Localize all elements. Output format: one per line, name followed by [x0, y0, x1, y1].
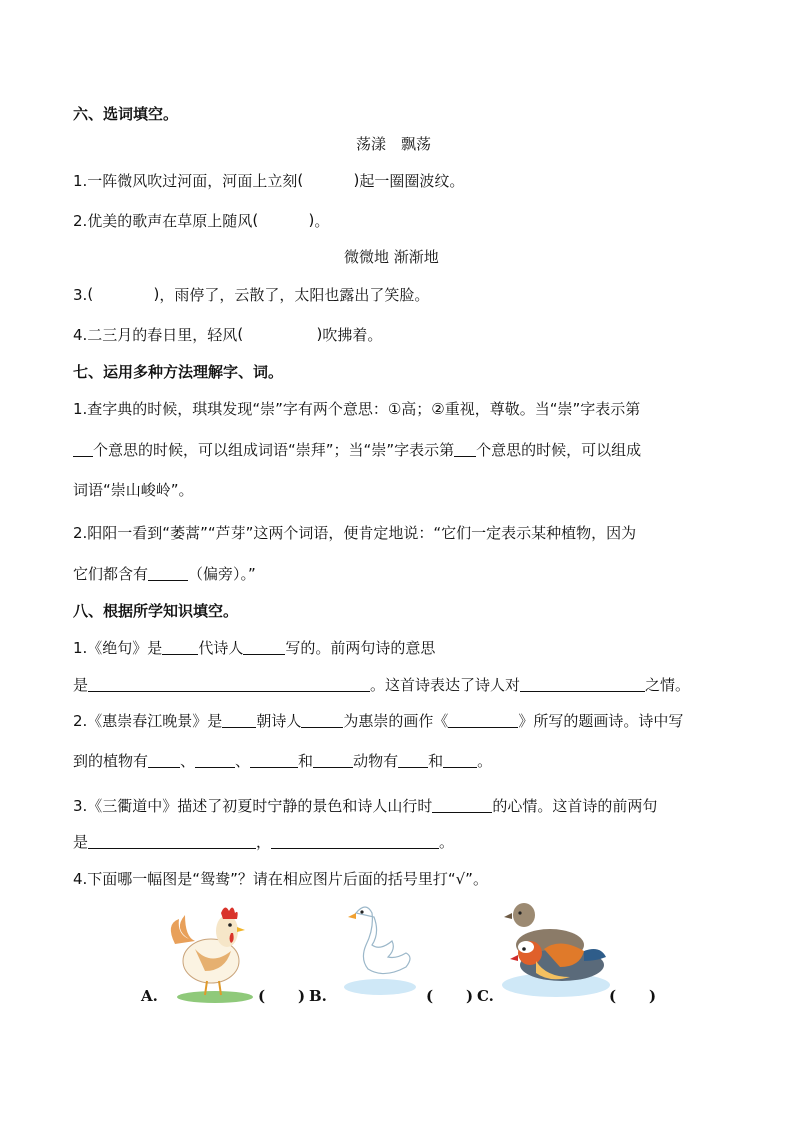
word-choice-a: 荡漾 飘荡 [356, 135, 432, 153]
option-c-close-paren: ) [649, 987, 657, 1005]
answer-blank[interactable] [301, 713, 343, 728]
answer-blank[interactable] [432, 798, 492, 813]
answer-blank[interactable] [398, 753, 428, 768]
option-a-label: A. [141, 987, 158, 1005]
bird-options [0, 895, 794, 1015]
s8-question-4: 4.下面哪一幅图是“鸳鸯”？请在相应图片后面的括号里打“√”。 [73, 870, 488, 888]
s6-question-2: 2.优美的歌声在草原上随风( ) 。 [73, 210, 329, 232]
s7-q1-line3: 词语“崇山峻岭”。 [73, 481, 194, 499]
rooster-illustration[interactable] [165, 899, 255, 1005]
answer-paren[interactable] [252, 212, 314, 228]
answer-blank[interactable] [148, 753, 180, 768]
s8-question-1: 1.《绝句》是 代诗人 写的。前两句诗的意思 [73, 639, 436, 657]
s7-q1-line2: 个意思的时候，可以组成词语“崇拜”；当“崇”字表示第 个意思的时候，可以组成 [73, 439, 641, 461]
s7-q2-line1: 2.阳阳一看到“萎蒿”“芦芽”这两个词语，便肯定地说：“它们一定表示某种植物，因为 [73, 524, 637, 542]
s7-q2-line2: 它们都含有 （偏旁）。” [73, 565, 256, 583]
option-b-close-paren: ) [466, 987, 474, 1005]
answer-blank[interactable] [243, 640, 285, 655]
s7-q1-line1: 1.查字典的时候，琪琪发现“崇”字有两个意思：①高；②重视，尊敬。当“崇”字表示第 [73, 400, 641, 418]
answer-blank[interactable] [195, 753, 235, 768]
answer-blank[interactable] [73, 442, 93, 457]
swan-illustration[interactable] [340, 899, 420, 997]
s6-question-4: 4.二三月的春日里，轻风( ) 吹拂着。 [73, 324, 382, 346]
s8-question-2-cont: 到的植物有 、 、 和 动物有 和 。 [73, 752, 493, 770]
answer-blank[interactable] [271, 834, 439, 849]
option-a-close-paren: ) [298, 987, 306, 1005]
s8-question-1-cont: 是 。这首诗表达了诗人对 之情。 [73, 676, 691, 694]
option-c-label: C. [477, 987, 494, 1005]
answer-blank[interactable] [222, 713, 256, 728]
answer-blank[interactable] [88, 834, 256, 849]
s6-question-1: 1.一阵微风吹过河面，河面上立刻( ) 起一圈圈波纹。 [73, 170, 464, 192]
answer-blank[interactable] [148, 566, 188, 581]
s8-question-3: 3.《三衢道中》描述了初夏时宁静的景色和诗人山行时 的心情。这首诗的前两句 [73, 797, 658, 815]
s6-question-3: 3.( ) ，雨停了，云散了，太阳也露出了笑脸。 [73, 284, 429, 306]
answer-blank[interactable] [162, 640, 198, 655]
option-c-open-paren: ( [609, 987, 617, 1005]
answer-paren[interactable] [237, 326, 322, 342]
section8-heading: 八、根据所学知识填空。 [73, 602, 239, 620]
option-b-label: B. [309, 987, 327, 1005]
answer-blank[interactable] [443, 753, 477, 768]
section7-heading: 七、运用多种方法理解字、词。 [73, 363, 284, 381]
s8-question-3-cont: 是 ， 。 [73, 833, 455, 851]
section6-heading: 六、选词填空。 [73, 105, 179, 123]
answer-blank[interactable] [520, 677, 645, 692]
answer-paren[interactable] [87, 286, 159, 302]
answer-blank[interactable] [250, 753, 298, 768]
mandarin-ducks-illustration[interactable] [500, 897, 612, 1001]
answer-blank[interactable] [88, 677, 370, 692]
s8-question-2: 2.《惠崇春江晚景》是 朝诗人 为惠崇的画作《 》所写的题画诗。诗中写 [73, 712, 684, 730]
answer-blank[interactable] [448, 713, 518, 728]
answer-paren[interactable] [297, 172, 359, 188]
word-choice-b: 微微地 渐渐地 [344, 248, 439, 266]
answer-blank[interactable] [454, 442, 476, 457]
option-a-open-paren: ( [258, 987, 266, 1005]
answer-blank[interactable] [313, 753, 353, 768]
option-b-open-paren: ( [426, 987, 434, 1005]
